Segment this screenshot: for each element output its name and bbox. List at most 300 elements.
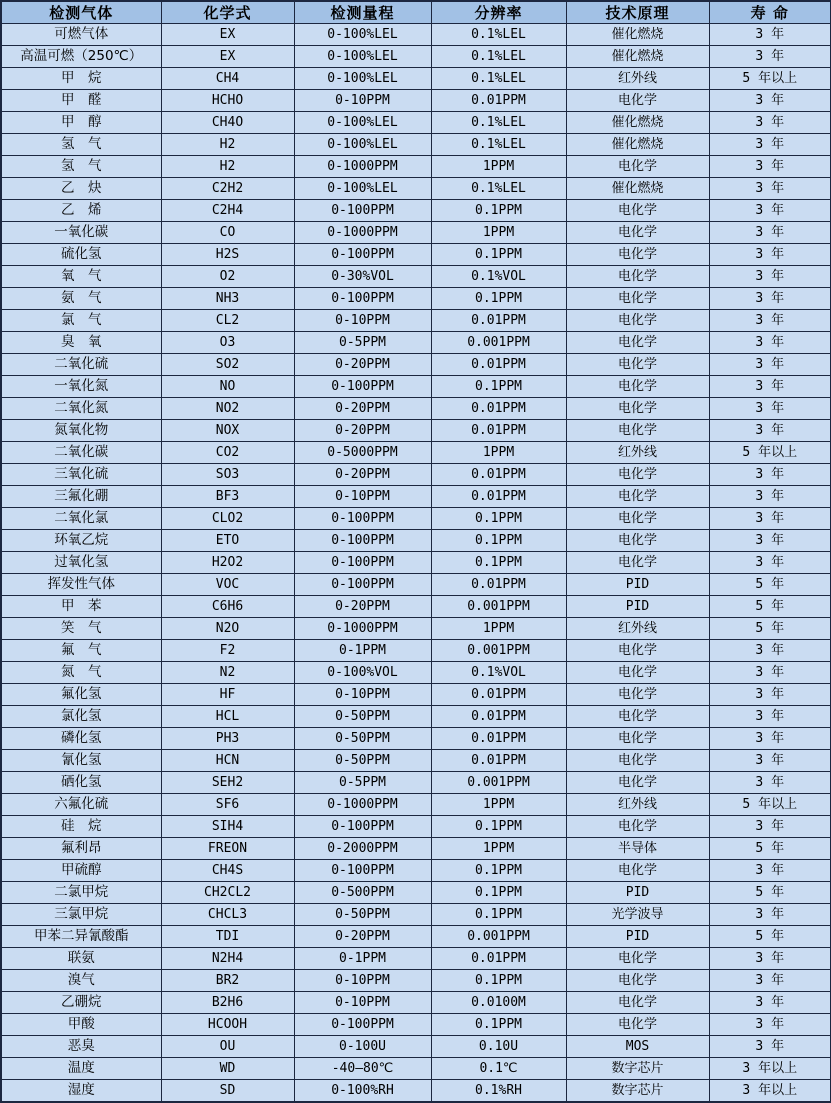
table-cell: 0.1PPM [431,860,566,882]
table-cell: 氮 气 [1,662,161,684]
table-cell: 电化学 [566,640,709,662]
table-cell: 5 年以上 [709,68,831,90]
table-row [1,222,831,244]
table-cell: 0.1PPM [431,200,566,222]
table-cell: 一氧化碳 [1,222,161,244]
table-cell: 电化学 [566,662,709,684]
table-row [1,112,831,134]
table-row [1,794,831,816]
table-cell: 3 年 [709,486,831,508]
table-cell: 红外线 [566,618,709,640]
table-row [1,508,831,530]
table-cell: 0-100U [294,1036,431,1058]
table-cell: 电化学 [566,508,709,530]
table-cell: OU [161,1036,294,1058]
table-cell: 三氧化硫 [1,464,161,486]
table-cell: 5 年 [709,574,831,596]
table-row [1,464,831,486]
table-cell: MOS [566,1036,709,1058]
table-cell: 电化学 [566,992,709,1014]
table-cell: 二氯甲烷 [1,882,161,904]
table-cell: NO [161,376,294,398]
table-cell: 3 年以上 [709,1080,831,1103]
table-cell: 0.001PPM [431,926,566,948]
table-cell: 0.1PPM [431,244,566,266]
table-cell: 0.01PPM [431,750,566,772]
table-cell: O2 [161,266,294,288]
table-cell: 电化学 [566,486,709,508]
table-row [1,332,831,354]
table-cell: 溴气 [1,970,161,992]
table-cell: 氢 气 [1,134,161,156]
table-cell: TDI [161,926,294,948]
table-header [1,1,831,24]
table-cell: BR2 [161,970,294,992]
table-cell: 0.1%LEL [431,112,566,134]
table-row [1,816,831,838]
table-cell: BF3 [161,486,294,508]
table-cell: 0-100PPM [294,552,431,574]
table-cell: 0-5PPM [294,332,431,354]
table-cell: 3 年 [709,244,831,266]
table-cell: 0-1000PPM [294,794,431,816]
table-cell: 电化学 [566,156,709,178]
table-row [1,992,831,1014]
table-cell: 0-30%VOL [294,266,431,288]
table-cell: 环氧乙烷 [1,530,161,552]
table-cell: 0-1PPM [294,640,431,662]
table-row [1,640,831,662]
table-row [1,420,831,442]
table-cell: 0-20PPM [294,596,431,618]
table-cell: 0.1%LEL [431,46,566,68]
table-cell: 0-10PPM [294,486,431,508]
table-cell: 5 年 [709,618,831,640]
table-row [1,530,831,552]
table-cell: 3 年 [709,662,831,684]
table-cell: 3 年 [709,728,831,750]
table-cell: 5 年 [709,926,831,948]
table-cell: 0-500PPM [294,882,431,904]
table-cell: 3 年 [709,750,831,772]
table-cell: HCOOH [161,1014,294,1036]
table-cell: 0-100PPM [294,508,431,530]
table-cell: 0-100%LEL [294,46,431,68]
table-cell: 3 年 [709,530,831,552]
table-cell: 1PPM [431,618,566,640]
table-cell: 氰化氢 [1,750,161,772]
table-cell: WD [161,1058,294,1080]
table-cell: 3 年 [709,684,831,706]
table-cell: 0.1%LEL [431,24,566,46]
table-cell: 催化燃烧 [566,178,709,200]
table-cell: 3 年 [709,178,831,200]
table-cell: 0-100PPM [294,530,431,552]
table-cell: 3 年 [709,992,831,1014]
table-cell: 3 年 [709,420,831,442]
table-cell: 0.01PPM [431,728,566,750]
header-cell: 检测气体 [1,1,161,24]
table-cell: 0-20PPM [294,926,431,948]
table-cell: 三氟化硼 [1,486,161,508]
table-cell: SEH2 [161,772,294,794]
table-row [1,1014,831,1036]
table-cell: 3 年 [709,508,831,530]
table-cell: HCL [161,706,294,728]
table-cell: 0-100%LEL [294,24,431,46]
table-cell: SF6 [161,794,294,816]
table-cell: 电化学 [566,860,709,882]
table-cell: 3 年 [709,134,831,156]
header-row [1,1,831,24]
table-cell: 1PPM [431,222,566,244]
table-cell: 电化学 [566,750,709,772]
table-cell: 5 年以上 [709,794,831,816]
table-cell: 5 年以上 [709,442,831,464]
table-cell: 0.01PPM [431,90,566,112]
table-cell: 氯化氢 [1,706,161,728]
table-cell: -40—80℃ [294,1058,431,1080]
table-cell: 一氧化氮 [1,376,161,398]
header-cell: 技术原理 [566,1,709,24]
table-row [1,398,831,420]
table-cell: 硫化氢 [1,244,161,266]
table-cell: CH4S [161,860,294,882]
table-cell: NOX [161,420,294,442]
table-cell: 甲 苯 [1,596,161,618]
table-cell: 3 年 [709,354,831,376]
table-cell: CH4O [161,112,294,134]
header-cell: 分辨率 [431,1,566,24]
table-row [1,178,831,200]
table-cell: 三氯甲烷 [1,904,161,926]
table-cell: 臭 氧 [1,332,161,354]
table-cell: SD [161,1080,294,1103]
table-cell: 0.1PPM [431,508,566,530]
table-cell: 0-100PPM [294,288,431,310]
table-cell: 红外线 [566,442,709,464]
table-cell: 氮氧化物 [1,420,161,442]
table-cell: 0-100%LEL [294,112,431,134]
table-cell: 5 年 [709,838,831,860]
table-cell: CHCL3 [161,904,294,926]
table-cell: 3 年 [709,1036,831,1058]
table-cell: SIH4 [161,816,294,838]
table-cell: 0-10PPM [294,90,431,112]
table-cell: O3 [161,332,294,354]
table-cell: 电化学 [566,354,709,376]
table-cell: 3 年 [709,706,831,728]
table-cell: 0.1%VOL [431,662,566,684]
table-cell: 3 年 [709,332,831,354]
table-cell: 3 年 [709,1014,831,1036]
table-cell: 0.1%RH [431,1080,566,1103]
table-cell: 氟利昂 [1,838,161,860]
table-cell: 数字芯片 [566,1080,709,1103]
table-cell: 0-100%LEL [294,134,431,156]
table-cell: 0.001PPM [431,596,566,618]
table-cell: 0-1000PPM [294,222,431,244]
table-cell: 3 年 [709,948,831,970]
table-cell: NO2 [161,398,294,420]
table-cell: EX [161,24,294,46]
table-row [1,1036,831,1058]
table-cell: HF [161,684,294,706]
table-cell: CLO2 [161,508,294,530]
table-cell: 可燃气体 [1,24,161,46]
table-cell: 0-100PPM [294,1014,431,1036]
table-cell: 3 年 [709,266,831,288]
table-cell: 0.1PPM [431,288,566,310]
table-cell: 0.01PPM [431,464,566,486]
table-cell: 3 年 [709,772,831,794]
table-cell: 氢 气 [1,156,161,178]
table-row [1,442,831,464]
table-cell: H2 [161,134,294,156]
table-row [1,706,831,728]
table-cell: 氟 气 [1,640,161,662]
table-cell: 3 年 [709,90,831,112]
table-cell: 0-100%RH [294,1080,431,1103]
table-cell: 电化学 [566,816,709,838]
table-cell: N2H4 [161,948,294,970]
table-row [1,574,831,596]
table-body [1,24,831,1103]
table-cell: 0-5000PPM [294,442,431,464]
table-cell: 电化学 [566,464,709,486]
table-row [1,948,831,970]
table-cell: 3 年 [709,222,831,244]
table-cell: 3 年 [709,860,831,882]
table-cell: 3 年以上 [709,1058,831,1080]
table-cell: 0.10U [431,1036,566,1058]
table-cell: 3 年 [709,816,831,838]
table-cell: 数字芯片 [566,1058,709,1080]
table-cell: CH2CL2 [161,882,294,904]
table-cell: EX [161,46,294,68]
table-cell: FREON [161,838,294,860]
table-cell: 3 年 [709,970,831,992]
table-cell: 氟化氢 [1,684,161,706]
table-cell: 电化学 [566,420,709,442]
table-cell: 3 年 [709,200,831,222]
table-row [1,772,831,794]
table-cell: 电化学 [566,706,709,728]
table-cell: H2O2 [161,552,294,574]
table-cell: 3 年 [709,398,831,420]
table-cell: 半导体 [566,838,709,860]
table-cell: 电化学 [566,288,709,310]
table-cell: 恶臭 [1,1036,161,1058]
table-cell: 3 年 [709,310,831,332]
table-cell: 0.01PPM [431,486,566,508]
table-cell: ETO [161,530,294,552]
table-cell: 二氧化碳 [1,442,161,464]
table-cell: 甲 醇 [1,112,161,134]
table-cell: 0-50PPM [294,728,431,750]
table-row [1,860,831,882]
table-cell: 0.01PPM [431,420,566,442]
table-cell: 0-2000PPM [294,838,431,860]
table-cell: 催化燃烧 [566,112,709,134]
table-cell: 1PPM [431,838,566,860]
table-row [1,134,831,156]
table-row [1,882,831,904]
table-cell: 0.1%VOL [431,266,566,288]
table-cell: 电化学 [566,552,709,574]
table-cell: 电化学 [566,1014,709,1036]
table-cell: 0.001PPM [431,640,566,662]
table-cell: 0-50PPM [294,706,431,728]
table-cell: 电化学 [566,90,709,112]
table-cell: 红外线 [566,68,709,90]
table-cell: 过氧化氢 [1,552,161,574]
table-cell: 0.01PPM [431,574,566,596]
table-cell: 3 年 [709,552,831,574]
table-cell: H2S [161,244,294,266]
table-cell: 红外线 [566,794,709,816]
table-row [1,1058,831,1080]
table-cell: 3 年 [709,24,831,46]
table-cell: 甲硫醇 [1,860,161,882]
table-cell: 0-100%LEL [294,68,431,90]
table-cell: 0-1000PPM [294,156,431,178]
table-cell: 电化学 [566,200,709,222]
table-cell: 湿度 [1,1080,161,1103]
table-cell: 甲酸 [1,1014,161,1036]
table-row [1,662,831,684]
table-cell: 3 年 [709,112,831,134]
table-cell: 0.1%LEL [431,134,566,156]
table-cell: 0-20PPM [294,398,431,420]
table-cell: 电化学 [566,728,709,750]
table-row [1,486,831,508]
table-cell: 5 年 [709,596,831,618]
table-cell: 3 年 [709,464,831,486]
table-row [1,750,831,772]
table-cell: 0.01PPM [431,706,566,728]
table-cell: C6H6 [161,596,294,618]
table-cell: 0.0100M [431,992,566,1014]
header-cell: 寿 命 [709,1,831,24]
table-cell: 3 年 [709,46,831,68]
table-row [1,596,831,618]
table-row [1,156,831,178]
table-row [1,684,831,706]
table-cell: 0-100PPM [294,574,431,596]
table-cell: 温度 [1,1058,161,1080]
table-cell: 0-100PPM [294,816,431,838]
table-cell: 0.1PPM [431,376,566,398]
header-cell: 化学式 [161,1,294,24]
table-cell: 乙 炔 [1,178,161,200]
table-cell: 0-10PPM [294,684,431,706]
table-cell: 电化学 [566,376,709,398]
table-cell: N2 [161,662,294,684]
table-cell: 电化学 [566,530,709,552]
table-cell: 乙硼烷 [1,992,161,1014]
table-cell: 3 年 [709,904,831,926]
table-cell: 硒化氢 [1,772,161,794]
table-cell: 3 年 [709,156,831,178]
table-cell: 0.1PPM [431,816,566,838]
table-row [1,618,831,640]
table-cell: 0.1%LEL [431,178,566,200]
table-cell: 电化学 [566,332,709,354]
table-cell: 硅 烷 [1,816,161,838]
table-cell: F2 [161,640,294,662]
table-cell: 0-100PPM [294,376,431,398]
table-cell: 二氧化氯 [1,508,161,530]
table-cell: 电化学 [566,684,709,706]
table-cell: NH3 [161,288,294,310]
table-cell: CH4 [161,68,294,90]
table-cell: 电化学 [566,222,709,244]
table-row [1,24,831,46]
table-cell: 0.01PPM [431,354,566,376]
table-cell: CO2 [161,442,294,464]
table-row [1,354,831,376]
table-row [1,200,831,222]
table-cell: 0-10PPM [294,310,431,332]
table-cell: H2 [161,156,294,178]
table-cell: 0.01PPM [431,398,566,420]
table-cell: 0-10PPM [294,992,431,1014]
table-cell: 3 年 [709,640,831,662]
table-cell: 0.01PPM [431,684,566,706]
table-cell: 氧 气 [1,266,161,288]
table-cell: 高温可燃（250℃） [1,46,161,68]
table-cell: N2O [161,618,294,640]
table-cell: 0-20PPM [294,420,431,442]
table-cell: C2H2 [161,178,294,200]
table-cell: 0.1PPM [431,970,566,992]
table-cell: 0.001PPM [431,772,566,794]
table-cell: 0-100PPM [294,860,431,882]
table-row [1,552,831,574]
table-cell: 电化学 [566,948,709,970]
table-cell: 电化学 [566,310,709,332]
table-row [1,970,831,992]
table-cell: 甲 烷 [1,68,161,90]
table-cell: 电化学 [566,772,709,794]
table-cell: 催化燃烧 [566,134,709,156]
table-cell: 笑 气 [1,618,161,640]
table-row [1,376,831,398]
table-row [1,926,831,948]
table-cell: 0.1%LEL [431,68,566,90]
table-cell: 联氨 [1,948,161,970]
table-cell: 挥发性气体 [1,574,161,596]
table-row [1,310,831,332]
table-cell: 0-5PPM [294,772,431,794]
table-row [1,728,831,750]
table-cell: 0-1PPM [294,948,431,970]
table-cell: 0.1PPM [431,1014,566,1036]
table-cell: PID [566,596,709,618]
table-cell: PID [566,926,709,948]
table-cell: 0-20PPM [294,354,431,376]
table-cell: 0.1℃ [431,1058,566,1080]
table-cell: C2H4 [161,200,294,222]
table-row [1,90,831,112]
table-cell: 0-100PPM [294,244,431,266]
header-cell: 检测量程 [294,1,431,24]
table-row [1,1080,831,1103]
table-cell: 5 年 [709,882,831,904]
table-cell: 0.1PPM [431,882,566,904]
table-cell: 电化学 [566,398,709,420]
